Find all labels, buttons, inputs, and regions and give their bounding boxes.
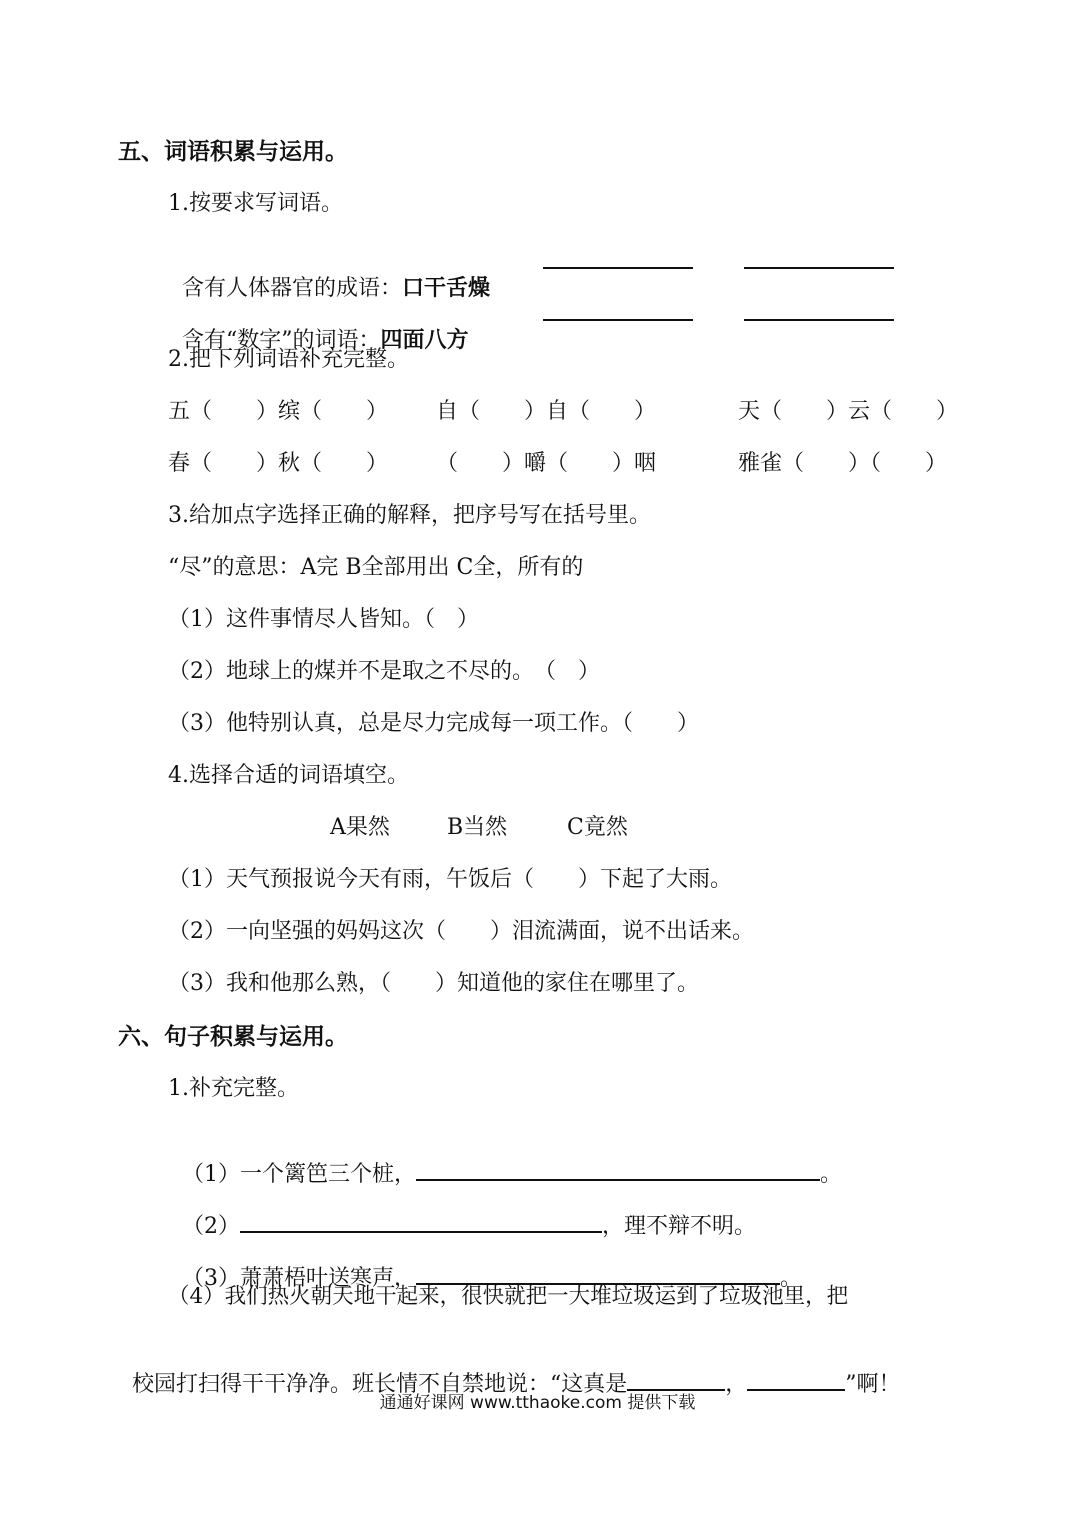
q1-row2-label: 含有“数字”的词语：: [182, 328, 381, 353]
q4-option-c: C竟然: [567, 815, 628, 840]
q4-item-1[interactable]: （1）天气预报说今天有雨，午饭后（ ）下起了大雨。: [168, 867, 732, 892]
s6-q1-title: 1.补充完整。: [168, 1076, 299, 1101]
q3-item-2[interactable]: （2）地球上的煤并不是取之不尽的。 （ ）: [168, 659, 600, 684]
q3-title: 3.给加点字选择正确的解释，把序号写在括号里。: [168, 503, 651, 528]
s6-item-2-suffix: ，理不辩不明。: [602, 1214, 757, 1239]
q2-row2-item-1[interactable]: 春（ ）秋（ ）: [168, 451, 389, 476]
q4-item-2[interactable]: （2）一向坚强的妈妈这次（ ）泪流满面，说不出话来。: [168, 919, 754, 944]
s6-item-4-prefix: 校园打扫得干干净净。班长情不自禁地说：“这真是: [132, 1372, 628, 1397]
q4-option-b: B当然: [447, 815, 508, 840]
q4-item-3[interactable]: （3）我和他那么熟，（ ）知道他的家住在哪里了。: [168, 971, 699, 996]
q1-row1-example: 口干舌燥: [402, 275, 491, 301]
s6-item-4-blank-2[interactable]: [747, 1367, 845, 1391]
s6-item-4-blank-1[interactable]: [627, 1367, 725, 1391]
q2-row1-item-2[interactable]: 自（ ）自（ ）: [436, 399, 657, 424]
s6-item-4-suffix: ”啊！: [845, 1372, 901, 1397]
s6-item-2-prefix: （2）: [182, 1214, 240, 1239]
q1-title: 1.按要求写词语。: [168, 191, 343, 216]
footer-text: 通通好课网 www.tthaoke.com 提供下载: [379, 1393, 696, 1413]
q2-row1-item-1[interactable]: 五（ ）缤（ ）: [168, 399, 389, 424]
q4-title: 4.选择合适的词语填空。: [168, 763, 409, 788]
q1-row2-blank-1[interactable]: [543, 319, 693, 321]
section5-title: 五、词语积累与运用。: [118, 138, 348, 165]
q1-row1-blank-1[interactable]: [543, 267, 693, 269]
q3-meaning: “尽”的意思：A完 B全部用出 C全，所有的: [168, 555, 584, 580]
q1-row1-label: 含有人体器官的成语：: [182, 276, 403, 301]
q3-item-3[interactable]: （3）他特别认真，总是尽力完成每一项工作。（ ）: [168, 711, 699, 736]
s6-item-1-prefix: （1）一个篱笆三个桩，: [182, 1162, 416, 1187]
s6-item-3-suffix: 。: [780, 1266, 803, 1291]
q2-row2-item-3[interactable]: 雅雀（ ）（ ）: [738, 451, 948, 476]
q2-title: 2.把下列词语补充完整。: [168, 347, 409, 372]
s6-item-1-suffix: 。: [820, 1162, 843, 1187]
s6-item-3-prefix: （3）萧萧梧叶送寒声，: [182, 1266, 416, 1291]
q3-item-1[interactable]: （1）这件事情尽人皆知。（ ）: [168, 607, 479, 632]
s6-item-4-line-1: （4）我们热火朝天地干起来，很快就把一大堆垃圾运到了垃圾池里，把: [168, 1284, 849, 1309]
q4-option-a: A果然: [330, 815, 390, 840]
section6-title: 六、句子积累与运用。: [118, 1023, 348, 1050]
q1-row1-blank-2[interactable]: [744, 267, 894, 269]
q2-row1-item-3[interactable]: 天（ ）云（ ）: [738, 399, 959, 424]
q1-row2-example: 四面八方: [380, 327, 469, 353]
q2-row2-item-2[interactable]: （ ）嚼（ ）咽: [436, 451, 657, 476]
q1-row2-blank-2[interactable]: [744, 319, 894, 321]
s6-item-4-mid: ，: [725, 1372, 748, 1397]
